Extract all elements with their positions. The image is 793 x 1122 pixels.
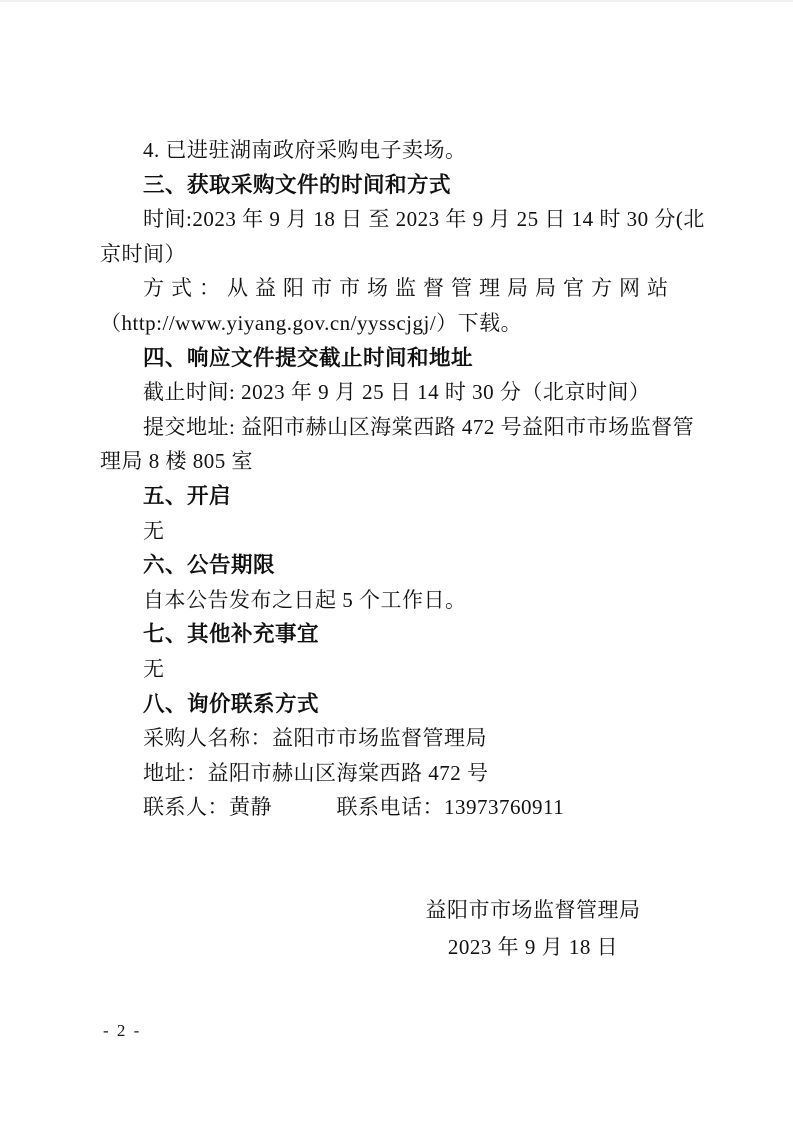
para-time-line-2: 京时间）	[100, 241, 186, 266]
heading-section-6: 六、公告期限	[143, 553, 276, 578]
heading-section-5: 五、开启	[143, 483, 232, 508]
heading-section-4: 四、响应文件提交截止时间和地址	[143, 345, 474, 370]
document-body	[100, 133, 705, 825]
signature-date: 2023 年 9 月 18 日	[447, 935, 619, 959]
signature-org: 益阳市市场监督管理局	[425, 898, 641, 922]
para-deadline: 截止时间: 2023 年 9 月 25 日 14 时 30 分（北京时间）	[143, 380, 651, 405]
page-number: - 2 -	[103, 1021, 142, 1040]
heading-section-3: 三、获取采购文件的时间和方式	[143, 172, 452, 197]
para-none-1: 无	[143, 518, 165, 543]
para-submit-address-2: 理局 8 楼 805 室	[100, 449, 253, 474]
para-method-url-line: （http://www.yiyang.gov.cn/yysscjgj/）下载。	[100, 310, 523, 335]
para-submit-address-1: 提交地址: 益阳市赫山区海棠西路 472 号益阳市市场监督管	[143, 414, 695, 439]
para-mall-entry: 4. 已进驻湖南政府采购电子卖场。	[143, 138, 467, 162]
page-top-edge	[0, 0, 793, 2]
para-none-2: 无	[143, 656, 165, 681]
signature-block	[393, 892, 673, 966]
para-method-line-1: 方式：从益阳市市场监督管理局局官方网站	[143, 276, 675, 301]
para-contact: 联系人：黄静 联系电话：13973760911	[143, 795, 565, 820]
para-time-line-1: 时间:2023 年 9 月 18 日 至 2023 年 9 月 25 日 14 时 30 分(北	[143, 207, 705, 232]
para-announcement-period: 自本公告发布之日起 5 个工作日。	[143, 587, 467, 612]
heading-section-7: 七、其他补充事宜	[143, 622, 320, 647]
para-purchaser-name: 采购人名称：益阳市市场监督管理局	[143, 726, 487, 751]
heading-section-8: 八、询价联系方式	[143, 691, 320, 716]
para-purchaser-address: 地址：益阳市赫山区海棠西路 472 号	[143, 760, 489, 785]
